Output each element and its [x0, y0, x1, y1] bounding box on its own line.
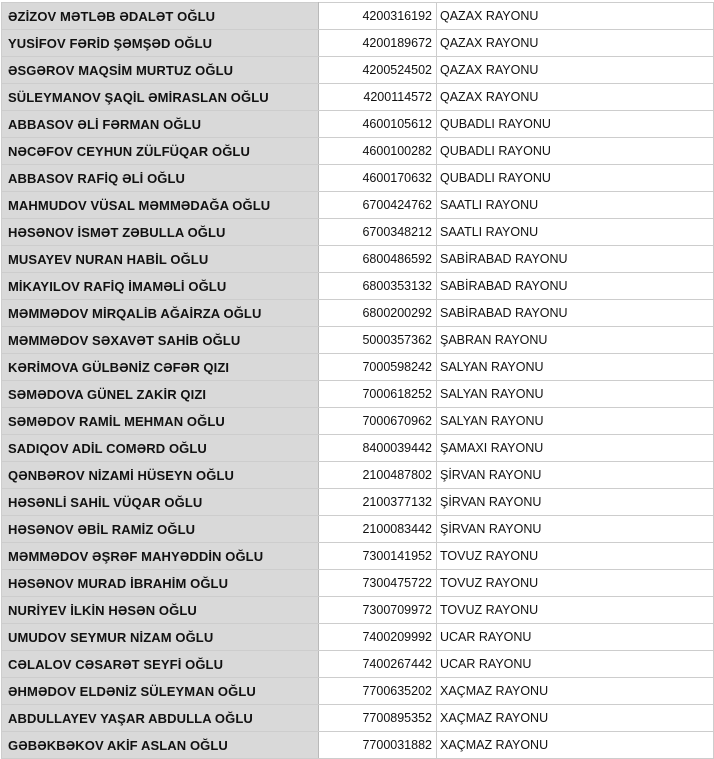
table-row: [2, 651, 714, 678]
id-number-cell: 4200524502: [319, 57, 437, 84]
table-row: [2, 678, 714, 705]
id-number-cell: 6800200292: [319, 300, 437, 327]
id-number-cell: 6800486592: [319, 246, 437, 273]
id-number-cell: 2100083442: [319, 516, 437, 543]
id-number-cell: 7400209992: [319, 624, 437, 651]
table-row: [2, 462, 714, 489]
person-name-cell: MƏMMƏDOV MİRQALİB AĞAİRZA OĞLU: [2, 300, 319, 327]
table-row: [2, 192, 714, 219]
table-row: [2, 138, 714, 165]
region-cell: SAATLI RAYONU: [437, 219, 714, 246]
id-number-cell: 7700635202: [319, 678, 437, 705]
person-name-cell: ƏZİZOV MƏTLƏB ƏDALƏT OĞLU: [2, 3, 319, 30]
person-name-cell: HƏSƏNOV İSMƏT ZƏBULLA OĞLU: [2, 219, 319, 246]
table-row: [2, 246, 714, 273]
table-row: [2, 84, 714, 111]
table-row: [2, 570, 714, 597]
person-name-cell: YUSİFOV FƏRİD ŞƏMŞƏD OĞLU: [2, 30, 319, 57]
id-number-cell: 2100487802: [319, 462, 437, 489]
person-name-cell: HƏSƏNLİ SAHİL VÜQAR OĞLU: [2, 489, 319, 516]
region-cell: SALYAN RAYONU: [437, 408, 714, 435]
table-row: [2, 300, 714, 327]
id-number-cell: 7000598242: [319, 354, 437, 381]
id-number-cell: 8400039442: [319, 435, 437, 462]
region-cell: SABİRABAD RAYONU: [437, 273, 714, 300]
id-number-cell: 7700895352: [319, 705, 437, 732]
person-name-cell: MƏMMƏDOV ƏŞRƏF MAHYƏDDİN OĞLU: [2, 543, 319, 570]
table-row: [2, 219, 714, 246]
region-cell: TOVUZ RAYONU: [437, 543, 714, 570]
table-row: [2, 3, 714, 30]
id-number-cell: 4200316192: [319, 3, 437, 30]
region-cell: ŞABRAN RAYONU: [437, 327, 714, 354]
region-cell: SAATLI RAYONU: [437, 192, 714, 219]
region-cell: QAZAX RAYONU: [437, 84, 714, 111]
id-number-cell: 4600100282: [319, 138, 437, 165]
id-number-cell: 6700424762: [319, 192, 437, 219]
table-row: [2, 489, 714, 516]
records-table: [1, 2, 714, 759]
region-cell: SABİRABAD RAYONU: [437, 246, 714, 273]
region-cell: UCAR RAYONU: [437, 651, 714, 678]
person-name-cell: ƏHMƏDOV ELDƏNİZ SÜLEYMAN OĞLU: [2, 678, 319, 705]
region-cell: QAZAX RAYONU: [437, 3, 714, 30]
table-row: [2, 597, 714, 624]
id-number-cell: 6800353132: [319, 273, 437, 300]
id-number-cell: 4600170632: [319, 165, 437, 192]
id-number-cell: 7000618252: [319, 381, 437, 408]
person-name-cell: ABBASOV ƏLİ FƏRMAN OĞLU: [2, 111, 319, 138]
table-row: [2, 327, 714, 354]
region-cell: XAÇMAZ RAYONU: [437, 732, 714, 759]
person-name-cell: SƏMƏDOVA GÜNEL ZAKİR QIZI: [2, 381, 319, 408]
region-cell: ŞİRVAN RAYONU: [437, 462, 714, 489]
person-name-cell: HƏSƏNOV ƏBİL RAMİZ OĞLU: [2, 516, 319, 543]
id-number-cell: 7300709972: [319, 597, 437, 624]
id-number-cell: 7300141952: [319, 543, 437, 570]
id-number-cell: 7000670962: [319, 408, 437, 435]
person-name-cell: SÜLEYMANOV ŞAQİL ƏMİRASLAN OĞLU: [2, 84, 319, 111]
region-cell: XAÇMAZ RAYONU: [437, 705, 714, 732]
region-cell: QUBADLI RAYONU: [437, 111, 714, 138]
region-cell: SALYAN RAYONU: [437, 354, 714, 381]
id-number-cell: 2100377132: [319, 489, 437, 516]
table-row: [2, 435, 714, 462]
region-cell: TOVUZ RAYONU: [437, 597, 714, 624]
id-number-cell: 7300475722: [319, 570, 437, 597]
region-cell: SABİRABAD RAYONU: [437, 300, 714, 327]
id-number-cell: 4600105612: [319, 111, 437, 138]
id-number-cell: 5000357362: [319, 327, 437, 354]
person-name-cell: MİKAYILOV RAFİQ İMAMƏLİ OĞLU: [2, 273, 319, 300]
region-cell: SALYAN RAYONU: [437, 381, 714, 408]
table-row: [2, 165, 714, 192]
region-cell: QUBADLI RAYONU: [437, 165, 714, 192]
region-cell: QAZAX RAYONU: [437, 30, 714, 57]
region-cell: ŞAMAXI RAYONU: [437, 435, 714, 462]
person-name-cell: HƏSƏNOV MURAD İBRAHİM OĞLU: [2, 570, 319, 597]
person-name-cell: CƏLALOV CƏSARƏT SEYFİ OĞLU: [2, 651, 319, 678]
person-name-cell: MUSAYEV NURAN HABİL OĞLU: [2, 246, 319, 273]
region-cell: QUBADLI RAYONU: [437, 138, 714, 165]
table-row: [2, 111, 714, 138]
table-row: [2, 273, 714, 300]
person-name-cell: MAHMUDOV VÜSAL MƏMMƏDAĞA OĞLU: [2, 192, 319, 219]
table-row: [2, 543, 714, 570]
table-row: [2, 57, 714, 84]
person-name-cell: MƏMMƏDOV SƏXAVƏT SAHİB OĞLU: [2, 327, 319, 354]
person-name-cell: KƏRİMOVA GÜLBƏNİZ CƏFƏR QIZI: [2, 354, 319, 381]
table-row: [2, 30, 714, 57]
person-name-cell: SƏMƏDOV RAMİL MEHMAN OĞLU: [2, 408, 319, 435]
table-row: [2, 624, 714, 651]
table-row: [2, 408, 714, 435]
table-row: [2, 516, 714, 543]
person-name-cell: NƏCƏFOV CEYHUN ZÜLFÜQAR OĞLU: [2, 138, 319, 165]
region-cell: XAÇMAZ RAYONU: [437, 678, 714, 705]
person-name-cell: ƏSGƏROV MAQSİM MURTUZ OĞLU: [2, 57, 319, 84]
id-number-cell: 6700348212: [319, 219, 437, 246]
id-number-cell: 4200189672: [319, 30, 437, 57]
table-row: [2, 354, 714, 381]
table-row: [2, 705, 714, 732]
person-name-cell: QƏNBƏROV NİZAMİ HÜSEYN OĞLU: [2, 462, 319, 489]
person-name-cell: SADIQOV ADİL COMƏRD OĞLU: [2, 435, 319, 462]
records-table-body: [2, 3, 714, 759]
id-number-cell: 4200114572: [319, 84, 437, 111]
person-name-cell: ABDULLAYEV YAŞAR ABDULLA OĞLU: [2, 705, 319, 732]
person-name-cell: ABBASOV RAFİQ ƏLİ OĞLU: [2, 165, 319, 192]
person-name-cell: GƏBƏKBƏKOV AKİF ASLAN OĞLU: [2, 732, 319, 759]
region-cell: ŞİRVAN RAYONU: [437, 489, 714, 516]
region-cell: ŞİRVAN RAYONU: [437, 516, 714, 543]
id-number-cell: 7700031882: [319, 732, 437, 759]
person-name-cell: UMUDOV SEYMUR NİZAM OĞLU: [2, 624, 319, 651]
region-cell: QAZAX RAYONU: [437, 57, 714, 84]
region-cell: UCAR RAYONU: [437, 624, 714, 651]
person-name-cell: NURİYEV İLKİN HƏSƏN OĞLU: [2, 597, 319, 624]
table-row: [2, 732, 714, 759]
id-number-cell: 7400267442: [319, 651, 437, 678]
table-row: [2, 381, 714, 408]
region-cell: TOVUZ RAYONU: [437, 570, 714, 597]
